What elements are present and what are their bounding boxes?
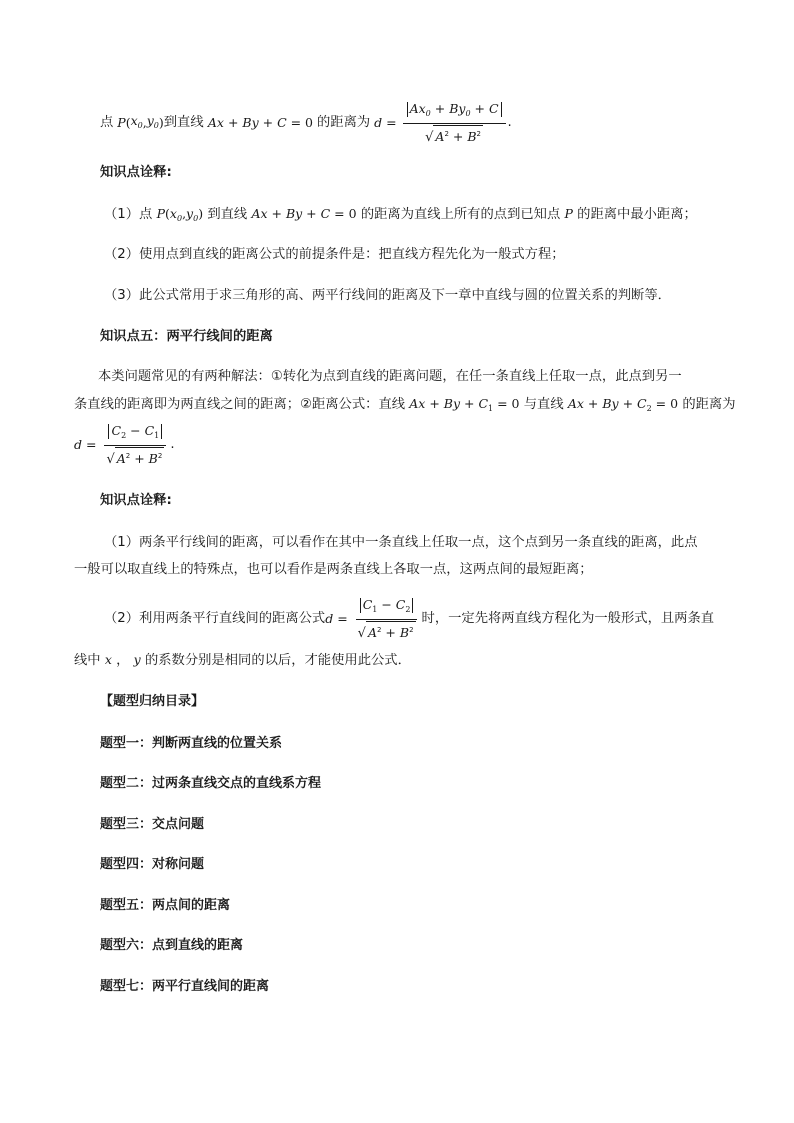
section-label: 知识点诠释: — [100, 493, 172, 508]
toc-item: 题型三：交点问题 — [100, 817, 205, 832]
toc-item: 题型七：两平行直线间的距离 — [100, 979, 270, 994]
text: 的距离中最小距离； — [577, 207, 697, 222]
toc-item: 题型四：对称问题 — [100, 857, 205, 872]
toc-item: 题型六：点到直线的距离 — [100, 938, 244, 953]
text: 线中 — [74, 653, 101, 668]
section-heading: 知识点五：两平行线间的距离 — [100, 329, 273, 344]
math-line-eq: Ax + By + C = 0 — [207, 114, 317, 130]
text: ， — [116, 653, 130, 668]
text: 到直线 — [207, 207, 248, 222]
toc-title: 【题型归纳目录】 — [100, 694, 205, 709]
note-item-1: （1）点 $P(x_0,y_0)$ 到直线 Ax + By + C = 0 的距离为直线上所有的点到已知点 P 的距离中最小距离； — [104, 206, 697, 223]
text: 的距离为直线上所有的点到已知点 — [360, 207, 561, 222]
formula-parallel-distance: d = $C_2 - C_1$ √ $A^2 + B^2$ . — [74, 422, 175, 467]
note-item-2: （2）使用点到直线的距离公式的前提条件是：把直线方程先化为一般式方程； — [104, 247, 565, 262]
toc-item: 题型一：判断两直线的位置关系 — [100, 736, 283, 751]
paragraph-line: 一般可以取直线上的特殊点，也可以看作是两条直线上各取一点，这两点间的最短距离； — [74, 562, 593, 577]
text: 点 — [100, 115, 114, 130]
paragraph-line: （2）利用两条平行直线间的距离公式 d = $C_1 - C_2$ √ $A^2 + B^2$ 时，一定先将两直线方程化为一般形式，且两条直 — [104, 596, 715, 641]
note-item-3: （3）此公式常用于求三角形的高、两平行线间的距离及下一章中直线与圆的位置关系的判断等． — [104, 288, 671, 303]
math-fraction: $C_1 - C_2$ √ $A^2 + B^2$ — [354, 597, 420, 642]
paragraph-line: 线中 x ， y 的系数分别是相同的以后，才能使用此公式． — [74, 652, 411, 668]
section-label: 知识点诠释: — [100, 165, 172, 180]
text: 条直线的距离即为两直线之间的距离；②距离公式：直线 — [74, 397, 406, 412]
text: （1）点 — [104, 207, 153, 222]
paragraph-line: 条直线的距离即为两直线之间的距离；②距离公式：直线 $Ax + By + C_1 = 0$ 与直线 $Ax + By + C_2 = 0$ 的距离为 — [74, 396, 736, 413]
formula-point-line-distance: 点 P ( $x_0$ , $y_0$ ) 到直线 Ax + By + C = 0 的距离为 d = $Ax_0 + By_0 + C$ √ $A^2 + B^2$ . — [100, 100, 512, 145]
math-fraction: $Ax_0 + By_0 + C$ √ $A^2 + B^2$ — [403, 101, 506, 146]
text: 与直线 — [523, 397, 564, 412]
text: 的距离为 — [682, 397, 736, 412]
text: 时，一定先将两直线方程化为一般形式，且两条直 — [421, 611, 715, 626]
math-fraction: $C_2 - C_1$ √ $A^2 + B^2$ — [102, 423, 168, 468]
toc-item: 题型五：两点间的距离 — [100, 898, 231, 913]
text: . — [507, 115, 512, 130]
paragraph-line: （1）两条平行线间的距离，可以看作在其中一条直线上任取一点，这个点到另一条直线的距离，此点 — [104, 535, 698, 550]
paragraph-line: 本类问题常见的有两种解法：①转化为点到直线的距离问题，在任一条直线上任取一点，此点到另一 — [98, 369, 682, 384]
text: 的距离为 — [317, 115, 371, 130]
text: . — [170, 437, 175, 452]
math-point-p: P — [113, 115, 126, 130]
text: 到直线 — [163, 115, 204, 130]
text: （2）利用两条平行直线间的距离公式 — [104, 611, 326, 626]
toc-item: 题型二：过两条直线交点的直线系方程 — [100, 776, 322, 791]
text: 的系数分别是相同的以后，才能使用此公式． — [144, 653, 411, 668]
